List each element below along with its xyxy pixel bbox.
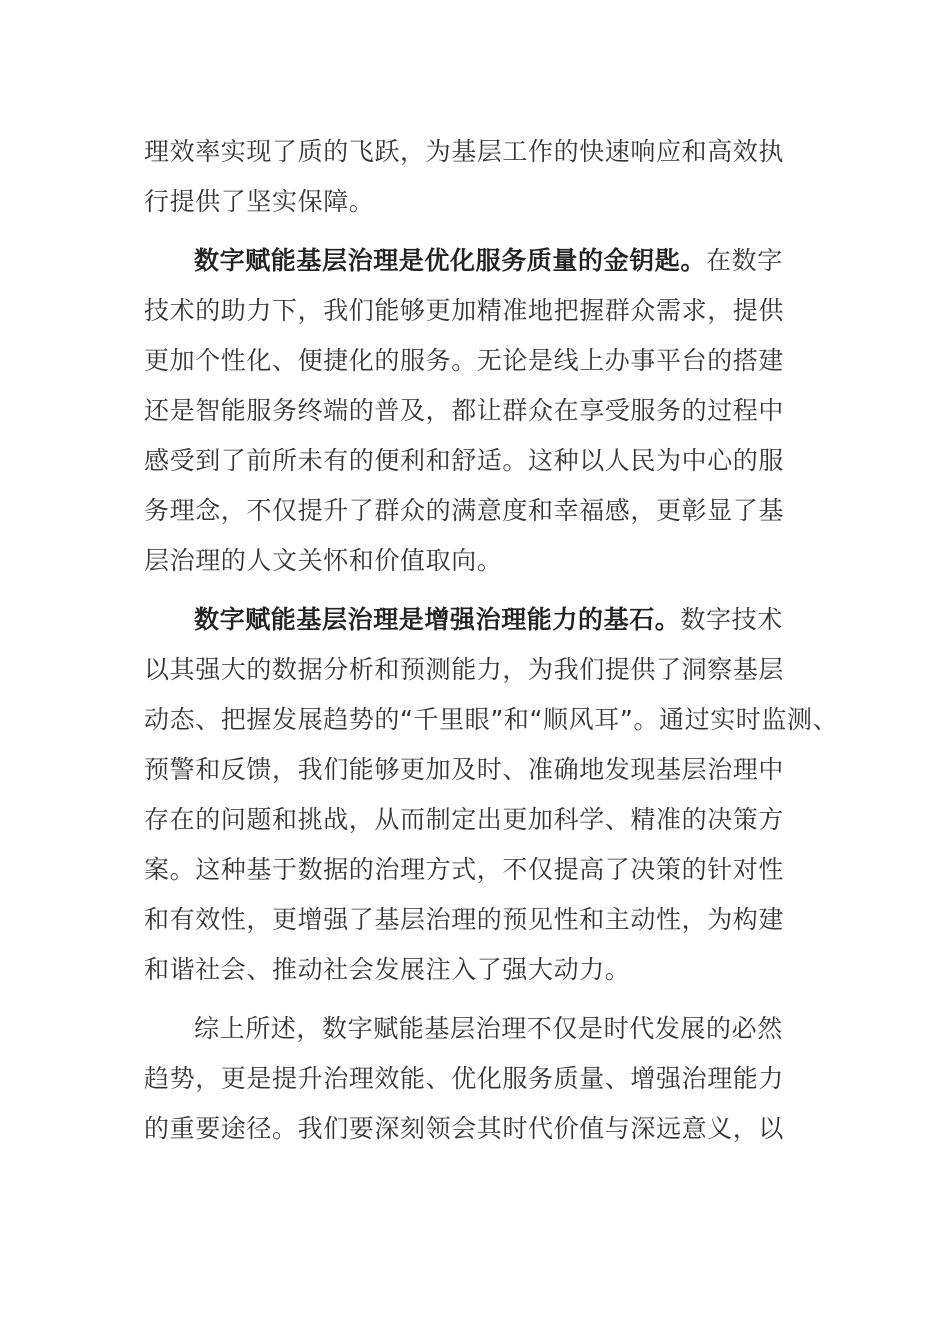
text-line: 感受到了前所未有的便利和舒适。这种以人民为中心的服 [144, 446, 785, 475]
paragraph-2 [144, 236, 806, 586]
text-line: 还是智能服务终端的普及，都让群众在享受服务的过程中 [144, 396, 785, 425]
paragraph-heading: 数字赋能基层治理是增强治理能力的基石。 [194, 605, 681, 634]
text-line: 务理念，不仅提升了群众的满意度和幸福感，更彰显了基 [144, 496, 785, 525]
text-line: 以其强大的数据分析和预测能力，为我们提供了洞察基层 [144, 655, 785, 684]
paragraph-3 [144, 595, 839, 995]
text-line: 案。这种基于数据的治理方式，不仅提高了决策的针对性 [144, 855, 785, 884]
document-body [144, 127, 839, 1163]
first-line-text: 数字技术 [680, 605, 783, 634]
text-line: 更加个性化、便捷化的服务。无论是线上办事平台的搭建 [144, 346, 785, 375]
paragraph-1 [144, 127, 806, 227]
text-line: 存在的问题和挑战，从而制定出更加科学、精准的决策方 [144, 805, 785, 834]
text-line: 技术的助力下，我们能够更加精准地把握群众需求，提供 [144, 296, 785, 325]
paragraph-heading: 数字赋能基层治理是优化服务质量的金钥匙。 [194, 246, 707, 275]
text-line-first [144, 595, 806, 645]
text-line: 层治理的人文关怀和价值取向。 [144, 546, 503, 575]
text-line: 和谐社会、推动社会发展注入了强大动力。 [144, 955, 631, 984]
text-line-first [144, 236, 806, 286]
text-line: 动态、把握发展趋势的“千里眼”和“顺风耳”。通过实时监测、 [144, 705, 839, 734]
first-line-text: 在数字 [706, 246, 783, 275]
text-line-first: 综上所述，数字赋能基层治理不仅是时代发展的必然 [194, 1014, 783, 1043]
text-line: 理效率实现了质的飞跃，为基层工作的快速响应和高效执 [144, 137, 785, 166]
text-line: 预警和反馈，我们能够更加及时、准确地发现基层治理中 [144, 755, 785, 784]
text-line: 趋势，更是提升治理效能、优化服务质量、增强治理能力 [144, 1064, 785, 1093]
paragraph-4 [144, 1004, 806, 1154]
text-line: 的重要途径。我们要深刻领会其时代价值与深远意义，以 [144, 1114, 785, 1143]
text-line: 行提供了坚实保障。 [144, 187, 375, 216]
text-line: 和有效性，更增强了基层治理的预见性和主动性，为构建 [144, 905, 785, 934]
